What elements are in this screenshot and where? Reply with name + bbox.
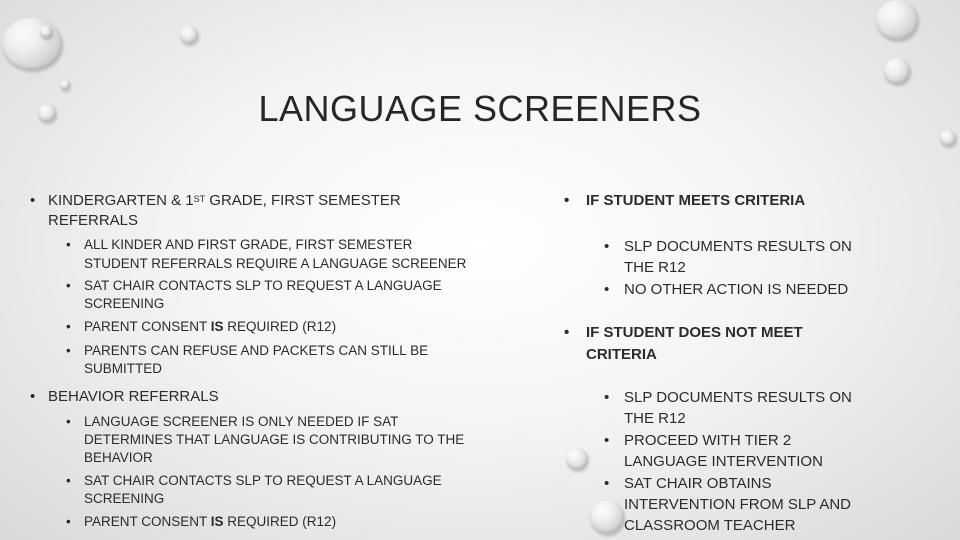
bullet-marker: •: [30, 388, 36, 405]
consent-emphasis: IS: [210, 514, 224, 529]
water-drop-decoration: [566, 448, 588, 470]
sub-bullet-line: CLASSROOM TEACHER: [624, 517, 796, 534]
bullet-marker: •: [66, 343, 71, 358]
water-drop-decoration: [40, 26, 52, 38]
consent-text-rest: REQUIRED (R12): [223, 319, 337, 334]
sub-bullet-line: LANGUAGE INTERVENTION: [624, 453, 823, 470]
meets-criteria-label: IF STUDENT MEETS CRITERIA: [586, 192, 806, 209]
sub-bullet-line: SAT CHAIR CONTACTS SLP TO REQUEST A LANGUAGE: [84, 278, 442, 293]
sub-bullet-line: SAT CHAIR CONTACTS SLP TO REQUEST A LANGUAGE: [84, 473, 442, 488]
consent-emphasis: IS: [210, 319, 224, 334]
bullet-marker: •: [604, 475, 610, 492]
sub-bullet-line: SUBMITTED: [84, 361, 163, 376]
sub-bullet-line: STUDENT REFERRALS REQUIRE A LANGUAGE SCREENER: [84, 256, 467, 271]
sub-bullet-line: NO OTHER ACTION IS NEEDED: [624, 281, 849, 298]
bullet-marker: •: [604, 389, 610, 406]
kindergarten-label: KINDERGARTEN & 1: [48, 192, 194, 209]
sub-bullet-line: SLP DOCUMENTS RESULTS ON: [624, 238, 852, 255]
bullet-marker: •: [66, 278, 71, 293]
sub-bullet-line: SCREENING: [84, 296, 165, 311]
bullet-marker: •: [66, 237, 71, 252]
water-drop-decoration: [876, 0, 918, 40]
consent-text: PARENT CONSENT: [84, 514, 211, 529]
consent-text-rest: REQUIRED (R12): [223, 514, 337, 529]
sub-bullet-line: PROCEED WITH TIER 2: [624, 432, 792, 449]
bullet-marker: •: [604, 238, 610, 255]
sub-bullet-line: THE R12: [624, 410, 686, 427]
water-drop-decoration: [180, 26, 198, 44]
water-drop-decoration: [2, 18, 62, 70]
superscript-st: ST: [193, 194, 206, 204]
sub-bullet-line: INTERVENTION FROM SLP AND: [624, 496, 851, 513]
water-drop-decoration: [940, 130, 956, 146]
bullet-marker: •: [604, 432, 610, 449]
water-drop-decoration: [884, 58, 910, 84]
kindergarten-label-line2: REFERRALS: [48, 212, 139, 229]
sub-bullet-line: DETERMINES THAT LANGUAGE IS CONTRIBUTING TO THE: [84, 432, 465, 447]
bullet-marker: •: [564, 192, 570, 209]
sub-bullet-line: SAT CHAIR OBTAINS: [624, 475, 772, 492]
bullet-marker: •: [564, 324, 570, 341]
bullet-marker: •: [66, 414, 71, 429]
sub-bullet-line: SCREENING: [84, 491, 165, 506]
behavior-label: BEHAVIOR REFERRALS: [48, 388, 219, 405]
water-drop-decoration: [590, 500, 624, 534]
bullet-marker: •: [604, 281, 610, 298]
sub-bullet-line: SLP DOCUMENTS RESULTS ON: [624, 389, 852, 406]
bullet-marker: •: [66, 319, 71, 334]
kindergarten-label-rest: GRADE, FIRST SEMESTER: [205, 192, 401, 209]
sub-bullet-line: THE R12: [624, 259, 686, 276]
sub-bullet-line: PARENTS CAN REFUSE AND PACKETS CAN STILL BE: [84, 343, 429, 358]
bullet-marker: •: [66, 473, 71, 488]
slide-title: LANGUAGE SCREENERS: [258, 88, 702, 129]
sub-bullet-line: LANGUAGE SCREENER IS ONLY NEEDED IF SAT: [84, 414, 399, 429]
consent-text: PARENT CONSENT: [84, 319, 211, 334]
bullet-marker: •: [66, 514, 71, 529]
sub-bullet-line: BEHAVIOR: [84, 450, 153, 465]
sub-bullet-line: ALL KINDER AND FIRST GRADE, FIRST SEMESTER: [84, 237, 413, 252]
does-not-meet-label: IF STUDENT DOES NOT MEET: [586, 324, 803, 341]
does-not-meet-label-line2: CRITERIA: [586, 346, 657, 363]
bullet-marker: •: [30, 192, 36, 209]
